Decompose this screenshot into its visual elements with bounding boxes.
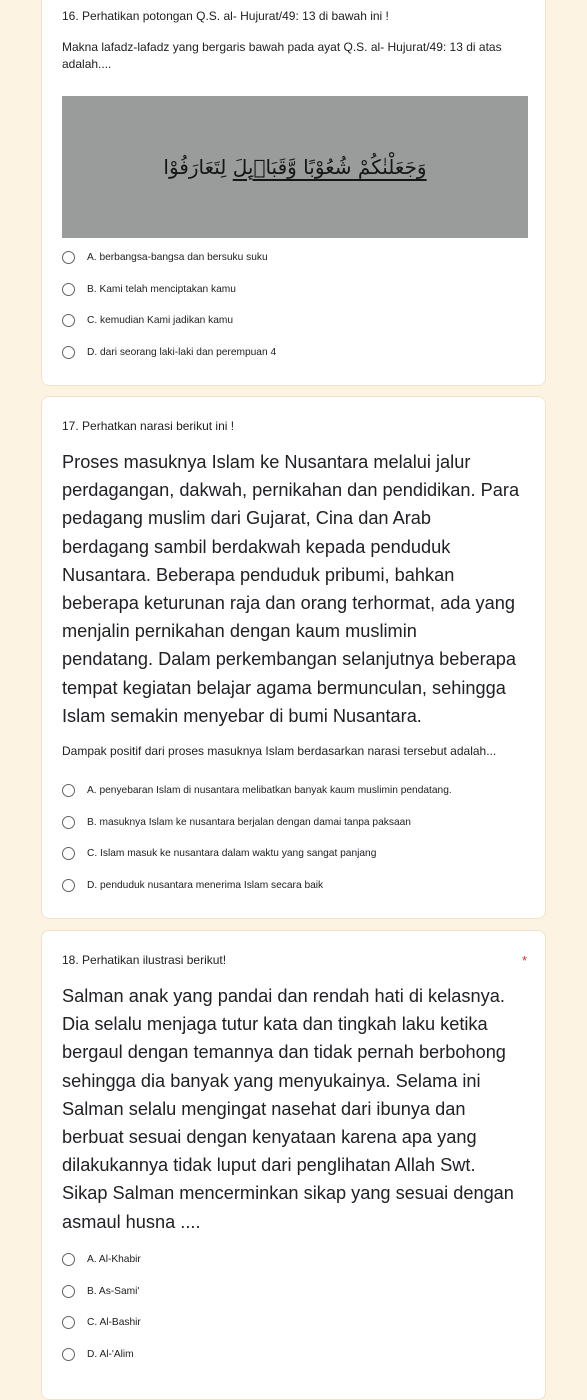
- ayat-image: [62, 96, 528, 238]
- narrative-text: [62, 448, 537, 730]
- option-label: B. Kami telah menciptakan kamu: [87, 283, 236, 295]
- required-asterisk: *: [521, 953, 527, 968]
- option-c[interactable]: [62, 843, 376, 863]
- option-d[interactable]: [62, 1344, 134, 1364]
- radio-button[interactable]: [62, 816, 75, 829]
- narrative-line: sehingga dia banyak yang menyukainya. Selama ini: [62, 1070, 481, 1091]
- ayat-underlined-part: وَجَعَلْنٰكُمْ شُعُوْبًا وَّقَبَاۤىِٕلَ: [232, 155, 427, 179]
- option-label: A. penyebaran Islam di nusantara melibatkan banyak kaum muslimin pendatang.: [87, 784, 452, 796]
- option-a[interactable]: [62, 247, 268, 267]
- narrative-line: menjalin pernikahan dengan kaum muslimin: [62, 621, 417, 642]
- narrative-line: berdagang sambil berdakwah kepada penduduk: [62, 536, 451, 557]
- question-title: 18. Perhatikan ilustrasi berikut!: [62, 953, 227, 967]
- narrative-line: dilakukannya tidak luput dari penglihatan Allah Swt.: [62, 1155, 476, 1176]
- narrative-line: bergaul dengan temannya dan tidak pernah berbohong: [62, 1042, 506, 1063]
- narrative-line: Salman selalu mengingat nasehat dari ibunya dan: [62, 1098, 466, 1119]
- option-label: A. Al-Khabir: [87, 1253, 141, 1265]
- narrative-line: Nusantara. Beberapa penduduk pribumi, bahkan: [62, 564, 455, 585]
- option-b[interactable]: [62, 279, 236, 299]
- option-label: C. Al-Bashir: [87, 1316, 141, 1328]
- question-card-17: [41, 396, 546, 919]
- option-label: A. berbangsa-bangsa dan bersuku suku: [87, 251, 268, 263]
- narrative-line: perdagangan, dakwah, pernikahan dan pendidikan. Para: [62, 480, 520, 501]
- radio-button[interactable]: [62, 314, 75, 327]
- option-d[interactable]: [62, 875, 323, 895]
- option-label: D. dari seorang laki-laki dan perempuan 4: [87, 346, 277, 358]
- ayat-part: لِتَعَارَفُوْا: [163, 155, 227, 179]
- option-label: B. masuknya Islam ke nusantara berjalan dengan damai tanpa paksaan: [87, 816, 411, 828]
- option-label: D. penduduk nusantara menerima Islam secara baik: [87, 879, 324, 891]
- option-label: C. Islam masuk ke nusantara dalam waktu yang sangat panjang: [87, 847, 377, 859]
- radio-button[interactable]: [62, 1253, 75, 1266]
- question-card-16: [41, 0, 546, 386]
- option-label: B. As-Sami': [87, 1285, 140, 1297]
- radio-button[interactable]: [62, 283, 75, 296]
- option-b[interactable]: [62, 812, 411, 832]
- question-text: Makna lafadz-lafadz yang bergaris bawah pada ayat Q.S. al- Hujurat/49: 13 di atas adalah....: [62, 40, 502, 71]
- narrative-line: Salman anak yang pandai dan rendah hati di kelasnya.: [62, 986, 505, 1006]
- radio-button[interactable]: [62, 1348, 75, 1361]
- radio-button[interactable]: [62, 346, 75, 359]
- narrative-line: beberapa keturunan raja dan orang terhormat, ada yang: [62, 593, 515, 614]
- option-label: D. Al-'Alim: [87, 1348, 134, 1360]
- option-d[interactable]: [62, 342, 276, 362]
- narrative-line: asmaul husna ....: [62, 1211, 201, 1232]
- narrative-line: Islam semakin menyebar di bumi Nusantara.: [62, 705, 422, 726]
- narrative-line: pendatang. Dalam perkembangan selanjutnya beberapa: [62, 649, 517, 670]
- question-title: 17. Perhatkan narasi berikut ini !: [62, 419, 235, 433]
- narrative-line: Proses masuknya Islam ke Nusantara melalui jalur: [62, 452, 471, 472]
- radio-button[interactable]: [62, 1285, 75, 1298]
- radio-button[interactable]: [62, 784, 75, 797]
- narrative-text: [62, 982, 537, 1236]
- narrative-line: pedagang muslim dari Gujarat, Cina dan Arab: [62, 508, 432, 529]
- option-a[interactable]: [62, 780, 452, 800]
- narrative-line: Sikap Salman mencerminkan sikap yang sesuai dengan: [62, 1183, 514, 1204]
- option-c[interactable]: [62, 310, 233, 330]
- option-a[interactable]: [62, 1249, 141, 1269]
- radio-button[interactable]: [62, 251, 75, 264]
- narrative-line: tempat kegiatan belajar agama bermunculan, sehingga: [62, 677, 506, 698]
- question-title: 16. Perhatikan potongan Q.S. al- Hujurat/49: 13 di bawah ini !: [62, 9, 389, 23]
- option-b[interactable]: [62, 1281, 139, 1301]
- radio-button[interactable]: [62, 879, 75, 892]
- narrative-line: Dia selalu menjaga tutur kata dan tingkah laku ketika: [62, 1014, 488, 1035]
- ayat-text: [163, 155, 426, 179]
- question-text: Dampak positif dari proses masuknya Islam berdasarkan narasi tersebut adalah...: [62, 744, 497, 758]
- narrative-line: berbuat sesuai dengan kenyataan karena apa yang: [62, 1127, 477, 1148]
- option-label: C. kemudian Kami jadikan kamu: [87, 314, 234, 326]
- question-card-18: [41, 930, 546, 1400]
- radio-button[interactable]: [62, 1316, 75, 1329]
- radio-button[interactable]: [62, 847, 75, 860]
- option-c[interactable]: [62, 1312, 141, 1332]
